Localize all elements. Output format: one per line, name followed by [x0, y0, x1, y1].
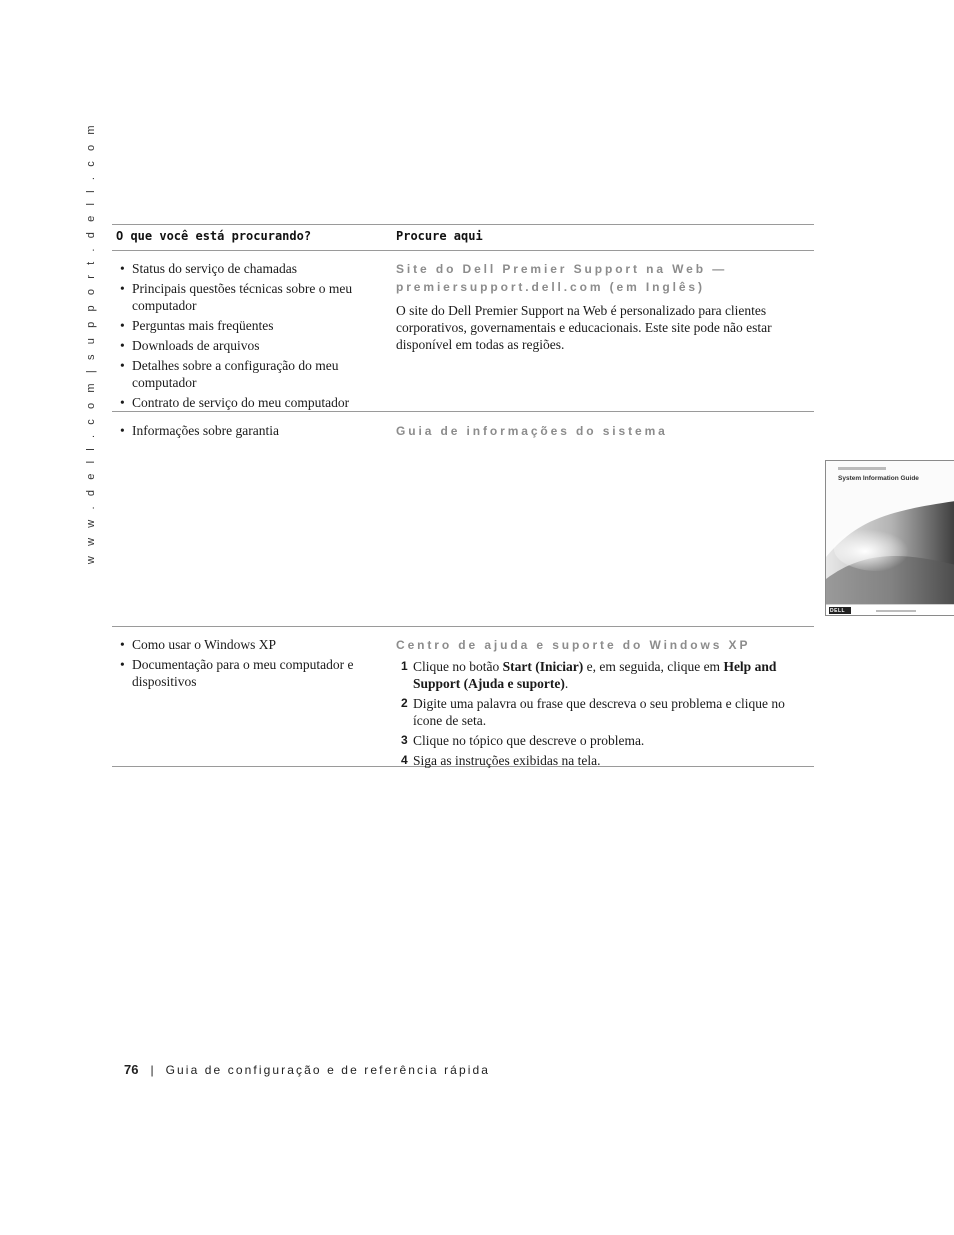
list-item: • Status do serviço de chamadas: [112, 260, 396, 277]
bullet-list: [112, 422, 396, 439]
dell-logo: DELL: [830, 608, 846, 614]
start-menu-label: Start (Iniciar): [502, 659, 584, 674]
list-item: • Informações sobre garantia: [112, 422, 396, 439]
step-number: 2: [401, 696, 408, 710]
cover-subtitle-bar: [838, 467, 886, 470]
section-text: O site do Dell Premier Support na Web é personalizado para clientes corporativos, governamentais e educacionais. Este site pode não estar disponível em todas as regiões.: [396, 303, 772, 352]
header-right: Procure aqui: [396, 229, 483, 243]
bullet-list: [112, 636, 396, 690]
section-title-line: Site do Dell Premier Support na Web —: [396, 262, 728, 276]
footer-separator: |: [150, 1063, 154, 1077]
list-item: • Perguntas mais freqüentes: [112, 317, 396, 334]
table-row: [112, 411, 919, 626]
step-item: 1 Clique no botão Start (Iniciar) e, em seguida, clique em Help and Support (Ajuda e suporte).: [401, 659, 777, 691]
step-item: 4 Siga as instruções exibidas na tela.: [401, 753, 601, 768]
table-row: [112, 250, 814, 411]
list-item: • Como usar o Windows XP: [112, 636, 396, 653]
cover-art: [826, 461, 954, 616]
section-title: Centro de ajuda e suporte do Windows XP: [396, 638, 751, 652]
list-item: • Downloads de arquivos: [112, 337, 396, 354]
list-item: • Detalhes sobre a configuração do meu computador: [112, 357, 396, 391]
page-number: 76: [124, 1062, 139, 1077]
steps-list: [396, 658, 814, 769]
step-number: 3: [401, 733, 408, 747]
table-row: [112, 626, 814, 767]
step-number: 1: [401, 659, 408, 673]
step-item: 2 Digite uma palavra ou frase que descreva o seu problema e clique no ícone de seta.: [401, 696, 785, 728]
table-header: [112, 224, 814, 250]
section-title-line: premiersupport.dell.com (em Inglês): [396, 280, 705, 294]
step-number: 4: [401, 753, 408, 767]
info-table: [112, 224, 919, 768]
list-item: • Principais questões técnicas sobre o meu computador: [112, 280, 396, 314]
list-item: • Documentação para o meu computador e dispositivos: [112, 656, 396, 690]
footer-title: Guia de configuração e de referência rápida: [165, 1063, 491, 1077]
page-footer: [124, 1062, 490, 1077]
list-item: • Contrato de serviço do meu computador: [112, 394, 396, 411]
section-title: [396, 260, 814, 296]
section-title: Guia de informações do sistema: [396, 424, 668, 438]
side-url: [84, 121, 98, 565]
help-support-label: Help and Support (Ajuda e suporte): [413, 659, 777, 691]
step-item: 3 Clique no tópico que descreve o problema.: [401, 733, 645, 748]
bullet-list: [112, 260, 396, 411]
cover-title: System Information Guide: [838, 475, 919, 482]
side-url-text: w w w . d e l l . c o m | s u p p o r t . d e l l . c o m: [85, 121, 97, 565]
header-left: O que você está procurando?: [116, 229, 312, 243]
system-information-guide-cover: [825, 460, 954, 616]
